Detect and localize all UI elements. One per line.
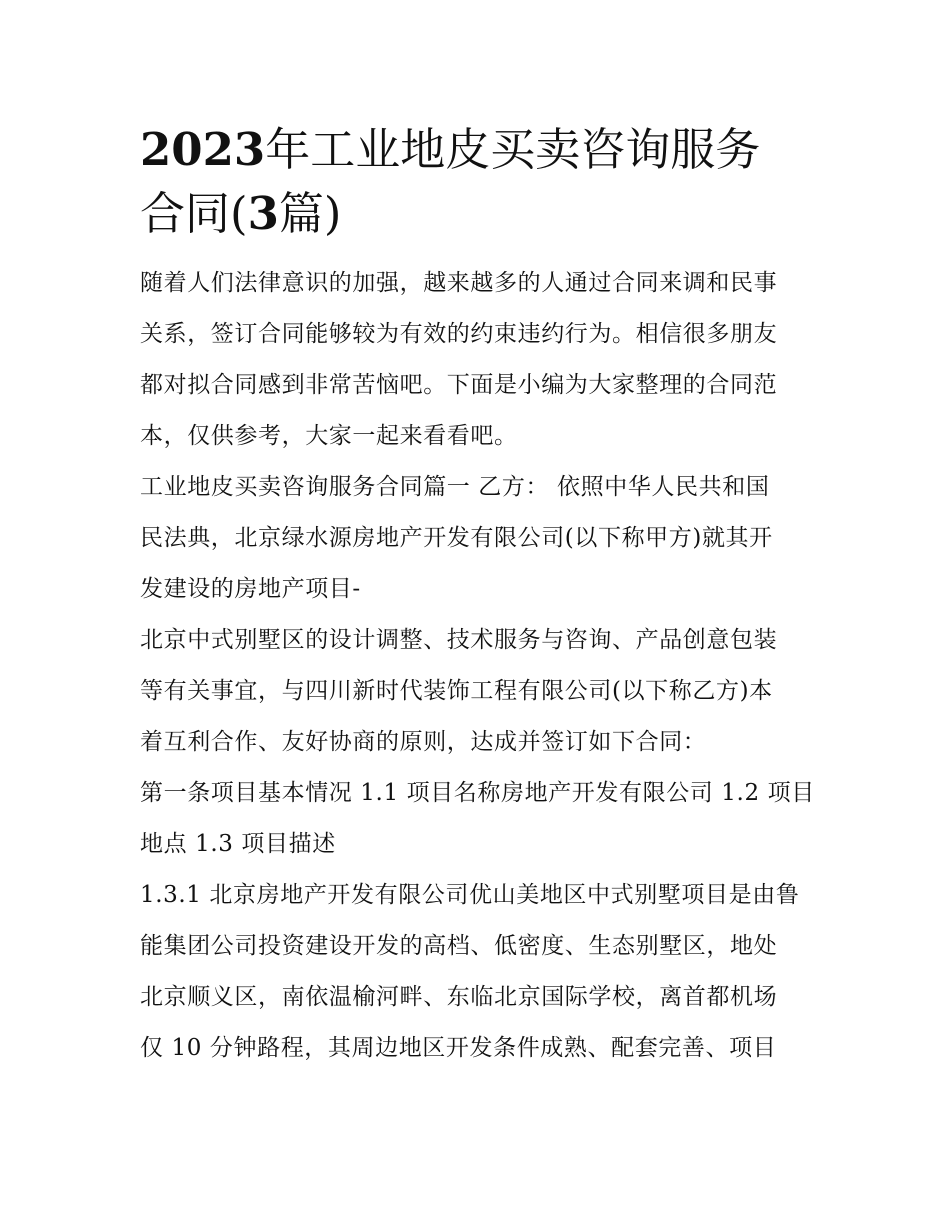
paragraph-article-one xyxy=(140,768,815,870)
text-line: 发建设的房地产项目- xyxy=(140,576,361,602)
text-line: 本，仅供参考，大家一起来看看吧。 xyxy=(140,423,518,449)
text-line: 民法典，北京绿水源房地产开发有限公司(以下称甲方)就其开 xyxy=(140,525,773,551)
paragraph-contract-one xyxy=(140,462,815,615)
text-line: 地点 1.3 项目描述 xyxy=(140,831,336,857)
text-line: 等有关事宜，与四川新时代装饰工程有限公司(以下称乙方)本 xyxy=(140,678,773,704)
title-prefix: 合同( xyxy=(140,187,248,240)
text-line: 北京中式别墅区的设计调整、技术服务与咨询、产品创意包装 xyxy=(140,627,778,653)
title-text: 年工业地皮买卖咨询服务 xyxy=(265,123,761,176)
document-body xyxy=(140,258,815,1074)
title-line xyxy=(140,182,815,246)
text-line: 着互利合作、友好协商的原则，达成并签订如下合同： xyxy=(140,729,707,755)
title-suffix: 篇) xyxy=(278,187,342,240)
paragraph-project-description xyxy=(140,870,815,1074)
text-line: 能集团公司投资建设开发的高档、低密度、生态别墅区，地处 xyxy=(140,933,778,959)
text-line: 仅 10 分钟路程，其周边地区开发条件成熟、配套完善、项目 xyxy=(140,1035,777,1061)
text-line: 第一条项目基本情况 1.1 项目名称房地产开发有限公司 1.2 项目 xyxy=(140,780,815,806)
text-line: 工业地皮买卖咨询服务合同篇一 乙方： 依照中华人民共和国 xyxy=(140,474,770,500)
title-year: 2023 xyxy=(140,123,266,176)
title-count: 3 xyxy=(247,187,279,240)
paragraph-scope xyxy=(140,615,815,768)
text-line: 随着人们法律意识的加强，越来越多的人通过合同来调和民事 xyxy=(140,270,778,296)
text-line: 1.3.1 北京房地产开发有限公司优山美地区中式别墅项目是由鲁 xyxy=(140,882,800,908)
document-title xyxy=(140,118,815,246)
text-line: 北京顺义区，南依温榆河畔、东临北京国际学校，离首都机场 xyxy=(140,984,778,1010)
paragraph-intro xyxy=(140,258,815,462)
title-line xyxy=(140,118,815,182)
text-line: 都对拟合同感到非常苦恼吧。下面是小编为大家整理的合同范 xyxy=(140,372,778,398)
document-content xyxy=(140,118,815,1074)
text-line: 关系，签订合同能够较为有效的约束违约行为。相信很多朋友 xyxy=(140,321,778,347)
